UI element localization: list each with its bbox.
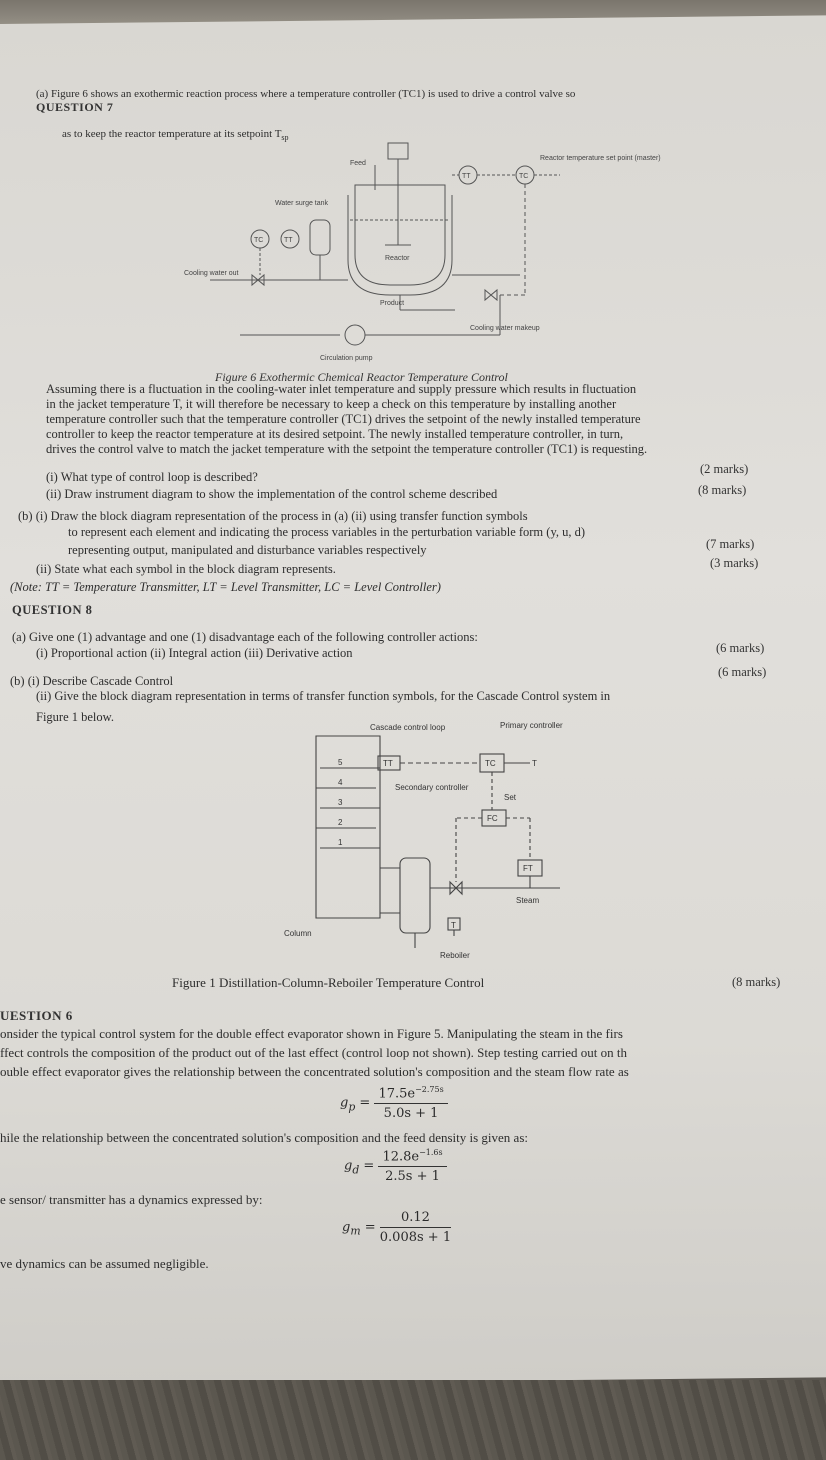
q6-heading: UESTION 6 — [0, 1008, 73, 1023]
water-surge-tank — [310, 220, 330, 255]
fig1-primary-label: Primary controller — [500, 721, 563, 730]
q6-line-d: hile the relationship between the concentrated solution's composition and the feed density is given as: — [0, 1130, 528, 1145]
fig1-set-label: Set — [504, 793, 517, 802]
gm-equation: $g_m$ = $\frac{0.12}{0.008s + 1}$ — [342, 1210, 452, 1245]
desk-surface — [0, 1380, 826, 1460]
fig6-pump-label: Circulation pump — [320, 355, 373, 362]
q7-item-a-ii: (ii) Draw instrument diagram to show the implementation of the control scheme described — [46, 487, 498, 501]
fig1-secondary-label: Secondary controller — [395, 783, 469, 792]
figure-6-caption: Figure 6 Exothermic Chemical Reactor Temperature Control — [215, 370, 508, 384]
q8-a-line2: (i) Proportional action (ii) Integral action (iii) Derivative action — [36, 646, 353, 660]
q7-para-line-3: temperature controller such that the temperature controller (TC1) drives the setpoint of the newly installed temperature — [46, 412, 641, 426]
q6-line-3: ouble effect evaporator gives the relationship between the concentrated solution's composition and the steam flow rate as — [0, 1064, 629, 1079]
q8-b-line2: (ii) Give the block diagram representation in terms of transfer function symbols, for the Cascade Control system in — [36, 689, 611, 703]
q7-heading: QUESTION 7 — [36, 100, 114, 114]
fig6-setpoint-label: Reactor temperature set point (master) — [540, 155, 661, 162]
fig6-cooling-out-label: Cooling water out — [184, 270, 239, 277]
q7-item-a-ii-marks: (8 marks) — [698, 483, 747, 497]
q7-item-b-ii: (ii) State what each symbol in the block diagram represents. — [36, 562, 336, 576]
q8-a-marks: (6 marks) — [716, 641, 765, 655]
reboiler — [400, 858, 430, 933]
q7-item-b-ii-marks: (3 marks) — [710, 556, 759, 570]
fig1-reboiler-label: Reboiler — [440, 951, 470, 960]
q7-item-b-i: (b) (i) Draw the block diagram representation of the process in (a) (ii) using transfer function symbols — [18, 509, 528, 523]
gp-equation: $g_p$ = $\frac{17.5e^{-2.75s}}{5.0s + 1}$ — [340, 1085, 448, 1121]
q6-line-1: onsider the typical control system for the double effect evaporator shown in Figure 5. Manipulating the steam in the firs — [0, 1026, 623, 1041]
fig6-tc-text: TC — [254, 237, 264, 244]
fig6-tc1-text: TC — [519, 173, 529, 180]
fig1-tray-5: 5 — [338, 758, 343, 767]
q8-b-line1: (b) (i) Describe Cascade Control — [10, 674, 174, 688]
fig6-feed-label: Feed — [350, 160, 366, 167]
q8-b-marks: (6 marks) — [718, 665, 767, 679]
fig1-tsp-label: T — [532, 759, 537, 768]
q8-a-line1: (a) Give one (1) advantage and one (1) disadvantage each of the following controller actions: — [12, 630, 478, 644]
q7-para-line-4: controller to keep the reactor temperature at its desired setpoint. The newly installed temperature controller, in turn, — [46, 427, 624, 441]
q7-note: (Note: TT = Temperature Transmitter, LT = Level Transmitter, LC = Level Controller) — [10, 580, 441, 594]
q7-item-a-i: (i) What type of control loop is described? — [46, 470, 258, 484]
q7-item-b-i-cont2: representing output, manipulated and disturbance variables respectively — [68, 543, 427, 557]
fig6-makeup-label: Cooling water makeup — [470, 325, 540, 332]
q7-item-b-i-marks: (7 marks) — [706, 537, 755, 551]
q7-item-a-i-marks: (2 marks) — [700, 462, 749, 476]
q7-para-line-2: in the jacket temperature T, it will therefore be necessary to keep a check on this temperature by installing another — [46, 397, 617, 411]
figure-1-caption: Figure 1 Distillation-Column-Reboiler Temperature Control — [172, 975, 485, 990]
fig6-product-label: Product — [380, 300, 405, 307]
fig1-steam-label: Steam — [516, 896, 540, 905]
q8-heading: QUESTION 8 — [12, 603, 93, 617]
fig6-tt-text: TT — [284, 237, 293, 244]
figure-1-marks: (8 marks) — [732, 975, 781, 989]
q7-para-line-1: Assuming there is a fluctuation in the cooling-water inlet temperature and supply pressure which results in fluctuation — [46, 382, 637, 396]
q6-line-v: ve dynamics can be assumed negligible. — [0, 1256, 209, 1271]
circulation-pump — [345, 325, 365, 345]
q6-line-2: ffect controls the composition of the product out of the last effect (control loop not shown). Step testing carried out on th — [0, 1045, 627, 1060]
q7-intro-line2: as to keep the reactor temperature at its setpoint T — [62, 128, 282, 140]
fig1-tray-4: 4 — [338, 778, 343, 787]
q7-para-line-5: drives the control valve to match the jacket temperature with the setpoint the temperature controller (TC1) is requesting. — [46, 442, 648, 456]
agitator-motor — [388, 143, 408, 159]
fig1-tray-2: 2 — [338, 818, 343, 827]
fig1-fc-text: FC — [487, 814, 498, 823]
fig6-surge-label: Water surge tank — [275, 200, 329, 207]
q6-line-m: e sensor/ transmitter has a dynamics expressed by: — [0, 1192, 263, 1207]
fig1-column-label: Column — [284, 929, 312, 938]
fig1-cascade-loop-label: Cascade control loop — [370, 723, 446, 732]
q7-intro-line1: (a) Figure 6 shows an exothermic reaction process where a temperature controller (TC1) is used to drive a control valve so — [36, 88, 576, 100]
gd-equation: $g_d$ = $\frac{12.8e^{-1.6s}}{2.5s + 1}$ — [344, 1148, 447, 1184]
fig1-ft-text: FT — [523, 864, 533, 873]
reactor-vessel — [355, 185, 445, 285]
distillation-column — [316, 736, 380, 918]
fig1-tray-3: 3 — [338, 798, 343, 807]
fig1-tray-1: 1 — [338, 838, 343, 847]
figure-1-cascade-diagram — [280, 718, 570, 963]
fig6-tt1-text: TT — [462, 173, 471, 180]
q8-b-line3: Figure 1 below. — [36, 710, 114, 724]
fig1-tt-text: TT — [383, 759, 393, 768]
fig1-t-text: T — [451, 921, 456, 930]
figure-6-reactor-diagram — [180, 135, 661, 375]
fig6-reactor-label: Reactor — [385, 255, 410, 262]
fig1-tc-text: TC — [485, 759, 496, 768]
q7-item-b-i-cont: to represent each element and indicating the process variables in the perturbation variable form (y, u, d) — [68, 525, 586, 539]
